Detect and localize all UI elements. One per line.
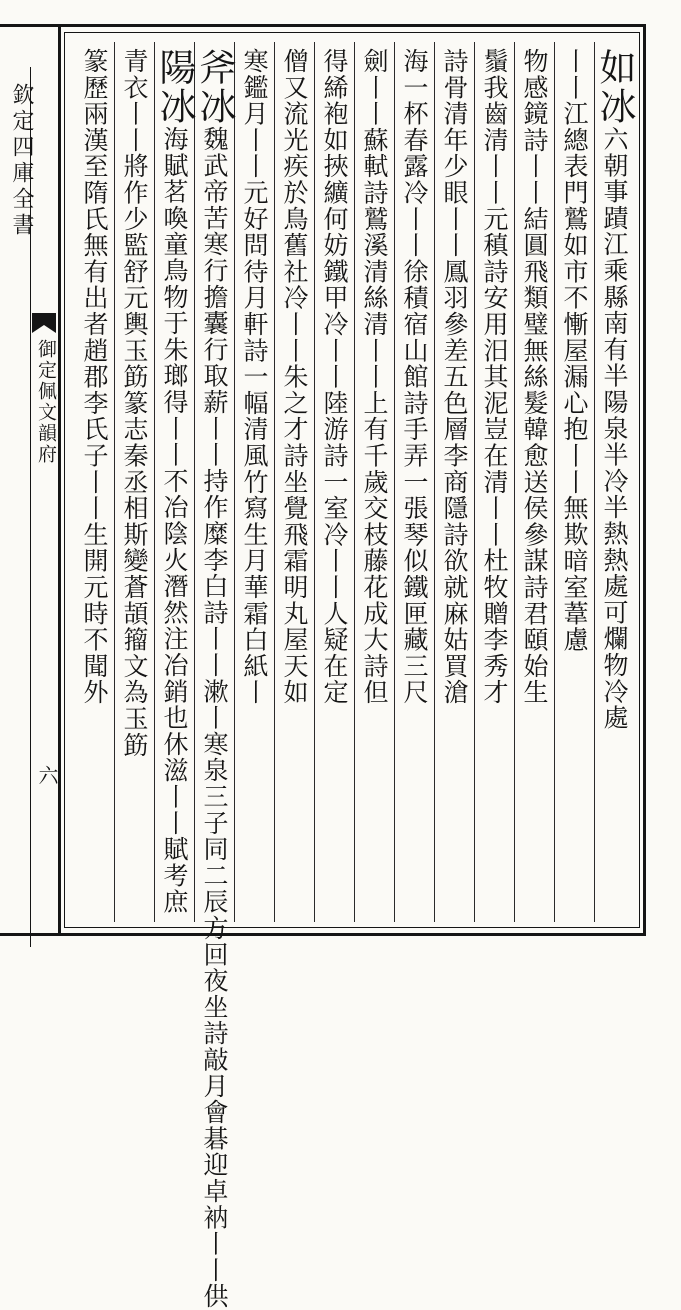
text-column-2 <box>554 48 594 918</box>
column-text: 劍丨丨蘇軾詩鷲溪清絲清丨丨上有千歲交枝藤花成大詩但 <box>360 48 389 706</box>
column-text: 丨丨江總表門鷲如市不慚屋漏心抱丨丨無欺暗室葦慮 <box>560 48 589 653</box>
column-text: 物感鏡詩丨丨結圓飛類璧無絲髮韓愈送侯參謀詩君頤始生 <box>520 48 549 706</box>
text-column-6 <box>394 48 434 918</box>
margin-title: 欽定四庫全書 <box>9 83 34 239</box>
entry-heading: 如冰 <box>593 48 636 126</box>
text-column-3 <box>514 48 554 918</box>
text-column-9 <box>274 48 314 918</box>
text-column-10 <box>234 48 274 918</box>
column-note: 魏武帝苦寒行擔囊行取薪丨丨持作糜李白詩丨丨漱 <box>200 126 229 705</box>
text-column-4 <box>474 48 514 918</box>
margin-page-number: 六 <box>35 765 59 785</box>
entry-heading: 陽冰 <box>153 48 196 126</box>
page-margin-strip <box>0 24 58 936</box>
text-column-11 <box>193 48 236 1310</box>
fishtail-mark <box>32 313 56 333</box>
column-text: 海一杯春露冷丨丨徐積宿山館詩手弄一張琴似鐵匣藏三尺 <box>400 48 429 706</box>
column-text: 海賦 <box>160 126 189 179</box>
column-text: 詩骨清年少眼丨丨鳳羽參差五色層李商隱詩欲就麻姑買滄 <box>440 48 469 706</box>
column-text: 篆歷兩漢至隋氏無有出者趙郡李氏子丨丨生開元時不聞外 <box>80 48 109 706</box>
column-text: 茗喚童鳥物于朱瑯得丨丨不冶陰火潛然注冶銷也休滋丨丨賦考庶 <box>160 178 189 916</box>
column-text: 寒鑑月丨丨元好問待月軒詩一幅清風竹寫生月華霜白紙丨 <box>240 48 269 706</box>
text-column-5 <box>434 48 474 918</box>
text-columns <box>74 42 636 1310</box>
margin-book-title: 御定佩文韻府 <box>35 339 57 465</box>
text-column-12 <box>154 48 194 918</box>
column-text: 青衣丨丨將作少監舒元輿玉筯篆志秦丞相斯變蒼頡籀文為玉筯 <box>120 48 149 759</box>
column-text: 六朝事蹟江乘縣南有半陽泉半冷半熱熱處可爛物冷處 <box>600 126 629 731</box>
column-text: 丨寒泉三子同二辰方回夜坐詩敲月會碁迎卓衲丨丨供 <box>200 704 229 1310</box>
entry-heading: 斧冰 <box>193 48 236 126</box>
text-column-13 <box>114 48 154 918</box>
text-column-1 <box>594 48 634 918</box>
text-column-8 <box>314 48 354 918</box>
column-text: 得絺袍如挾纊何妨鐵甲冷丨丨陸游詩一室冷丨丨人疑在定 <box>320 48 349 706</box>
column-text: 鬚我齒清丨丨元稹詩安用汨其泥豈在清丨丨杜牧贈李秀才 <box>480 48 509 706</box>
text-column-7 <box>354 48 394 918</box>
column-text: 僧又流光疾於鳥舊社冷丨丨朱之才詩坐覺飛霜明丸屋天如 <box>280 48 309 706</box>
text-column-14 <box>74 48 114 918</box>
